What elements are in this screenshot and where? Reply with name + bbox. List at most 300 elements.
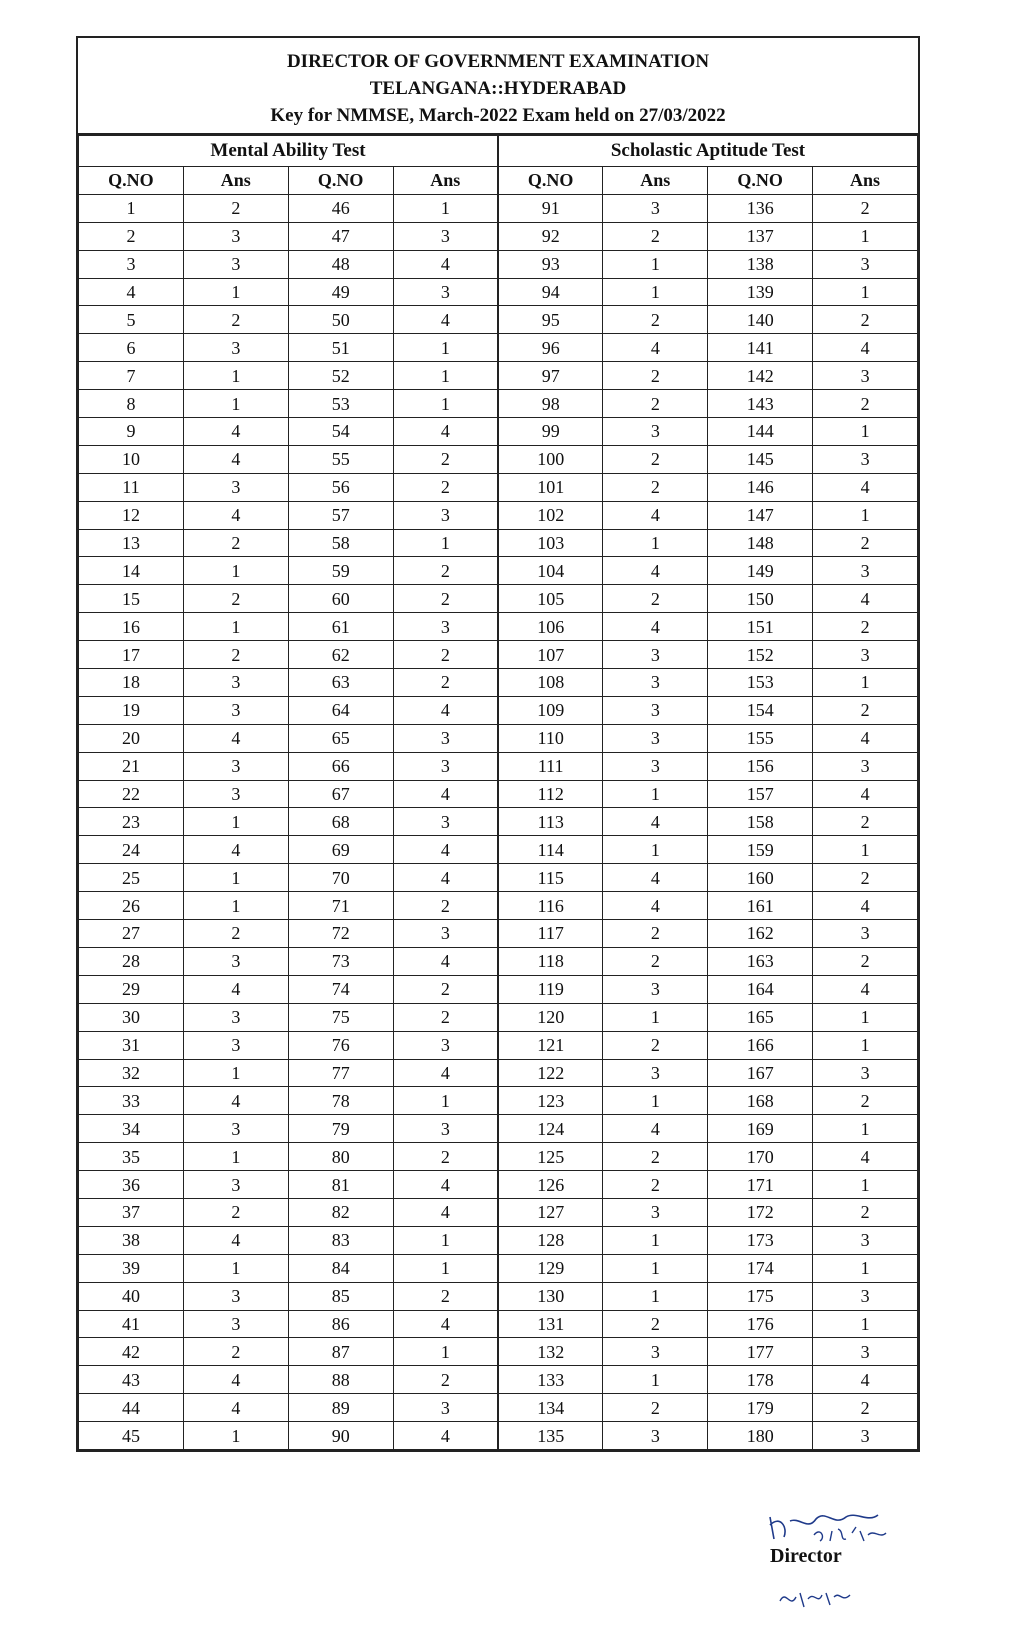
answer-cell: 4: [603, 892, 708, 920]
question-number-cell: 99: [498, 418, 603, 446]
answer-cell: 4: [603, 1115, 708, 1143]
question-number-cell: 157: [708, 780, 813, 808]
col-qno: Q.NO: [498, 167, 603, 195]
answer-cell: 2: [603, 1143, 708, 1171]
question-number-cell: 43: [79, 1366, 184, 1394]
question-number-cell: 177: [708, 1338, 813, 1366]
question-number-cell: 110: [498, 724, 603, 752]
question-number-cell: 72: [288, 920, 393, 948]
table-row: [79, 585, 918, 613]
question-number-cell: 71: [288, 892, 393, 920]
question-number-cell: 3: [79, 250, 184, 278]
answer-cell: 4: [813, 975, 918, 1003]
answer-cell: 1: [813, 418, 918, 446]
answer-cell: 3: [603, 724, 708, 752]
answer-cell: 3: [183, 1031, 288, 1059]
answer-cell: 1: [393, 1254, 498, 1282]
question-number-cell: 52: [288, 362, 393, 390]
answer-cell: 2: [393, 1366, 498, 1394]
question-number-cell: 51: [288, 334, 393, 362]
answer-cell: 1: [813, 1115, 918, 1143]
answer-cell: 1: [603, 1254, 708, 1282]
answer-cell: 2: [603, 222, 708, 250]
answer-cell: 1: [393, 1087, 498, 1115]
question-number-cell: 102: [498, 501, 603, 529]
question-number-cell: 116: [498, 892, 603, 920]
question-number-cell: 74: [288, 975, 393, 1003]
table-row: [79, 501, 918, 529]
question-number-cell: 172: [708, 1198, 813, 1226]
header-line-1: DIRECTOR OF GOVERNMENT EXAMINATION: [286, 51, 710, 72]
answer-cell: 2: [603, 1310, 708, 1338]
question-number-cell: 9: [79, 418, 184, 446]
answer-cell: 1: [183, 613, 288, 641]
answer-cell: 2: [393, 473, 498, 501]
answer-cell: 3: [183, 334, 288, 362]
table-row: [79, 1059, 918, 1087]
question-number-cell: 178: [708, 1366, 813, 1394]
answer-cell: 4: [603, 613, 708, 641]
table-row: [79, 1087, 918, 1115]
question-number-cell: 81: [288, 1171, 393, 1199]
col-qno: Q.NO: [288, 167, 393, 195]
question-number-cell: 36: [79, 1171, 184, 1199]
answer-cell: 1: [183, 278, 288, 306]
question-number-cell: 64: [288, 696, 393, 724]
answer-cell: 2: [393, 445, 498, 473]
answer-cell: 2: [813, 613, 918, 641]
question-number-cell: 40: [79, 1282, 184, 1310]
question-number-cell: 165: [708, 1003, 813, 1031]
answer-cell: 2: [603, 947, 708, 975]
answer-cell: 4: [603, 334, 708, 362]
answer-cell: 1: [603, 1226, 708, 1254]
question-number-cell: 131: [498, 1310, 603, 1338]
question-number-cell: 87: [288, 1338, 393, 1366]
answer-cell: 3: [393, 920, 498, 948]
answer-cell: 2: [393, 892, 498, 920]
answer-cell: 3: [603, 1198, 708, 1226]
table-row: [79, 780, 918, 808]
answer-cell: 4: [813, 1366, 918, 1394]
question-number-cell: 49: [288, 278, 393, 306]
question-number-cell: 141: [708, 334, 813, 362]
question-number-cell: 63: [288, 669, 393, 697]
answer-cell: 4: [393, 696, 498, 724]
question-number-cell: 90: [288, 1422, 393, 1450]
question-number-cell: 149: [708, 557, 813, 585]
table-row: [79, 892, 918, 920]
answer-key-body: [79, 194, 918, 1449]
table-row: [79, 920, 918, 948]
question-number-cell: 180: [708, 1422, 813, 1450]
answer-cell: 2: [393, 585, 498, 613]
question-number-cell: 73: [288, 947, 393, 975]
answer-cell: 2: [813, 194, 918, 222]
question-number-cell: 76: [288, 1031, 393, 1059]
answer-cell: 2: [393, 1282, 498, 1310]
col-ans: Ans: [603, 167, 708, 195]
column-header-row: [79, 167, 918, 195]
answer-cell: 3: [183, 473, 288, 501]
question-number-cell: 140: [708, 306, 813, 334]
answer-cell: 4: [183, 1366, 288, 1394]
answer-key-sheet: [76, 36, 920, 1452]
question-number-cell: 80: [288, 1143, 393, 1171]
question-number-cell: 8: [79, 390, 184, 418]
question-number-cell: 69: [288, 836, 393, 864]
answer-cell: 4: [183, 836, 288, 864]
table-row: [79, 1338, 918, 1366]
question-number-cell: 70: [288, 864, 393, 892]
question-number-cell: 134: [498, 1394, 603, 1422]
answer-cell: 3: [393, 613, 498, 641]
question-number-cell: 15: [79, 585, 184, 613]
answer-cell: 4: [393, 418, 498, 446]
question-number-cell: 159: [708, 836, 813, 864]
answer-cell: 4: [393, 1422, 498, 1450]
answer-cell: 3: [813, 1059, 918, 1087]
answer-cell: 2: [603, 362, 708, 390]
answer-cell: 3: [813, 250, 918, 278]
question-number-cell: 5: [79, 306, 184, 334]
question-number-cell: 124: [498, 1115, 603, 1143]
answer-cell: 3: [183, 669, 288, 697]
answer-cell: 2: [603, 445, 708, 473]
question-number-cell: 145: [708, 445, 813, 473]
question-number-cell: 79: [288, 1115, 393, 1143]
table-row: [79, 1282, 918, 1310]
answer-cell: 4: [813, 473, 918, 501]
col-ans: Ans: [393, 167, 498, 195]
answer-cell: 4: [393, 780, 498, 808]
question-number-cell: 53: [288, 390, 393, 418]
question-number-cell: 12: [79, 501, 184, 529]
question-number-cell: 179: [708, 1394, 813, 1422]
answer-cell: 2: [183, 641, 288, 669]
table-row: [79, 306, 918, 334]
answer-cell: 3: [393, 724, 498, 752]
answer-cell: 1: [603, 780, 708, 808]
answer-cell: 3: [393, 1394, 498, 1422]
answer-cell: 3: [603, 696, 708, 724]
question-number-cell: 96: [498, 334, 603, 362]
table-row: [79, 1394, 918, 1422]
table-row: [79, 278, 918, 306]
question-number-cell: 154: [708, 696, 813, 724]
question-number-cell: 119: [498, 975, 603, 1003]
question-number-cell: 161: [708, 892, 813, 920]
answer-cell: 4: [393, 836, 498, 864]
question-number-cell: 106: [498, 613, 603, 641]
question-number-cell: 120: [498, 1003, 603, 1031]
answer-cell: 1: [183, 390, 288, 418]
answer-cell: 1: [183, 557, 288, 585]
question-number-cell: 75: [288, 1003, 393, 1031]
table-row: [79, 194, 918, 222]
question-number-cell: 35: [79, 1143, 184, 1171]
table-row: [79, 752, 918, 780]
table-row: [79, 418, 918, 446]
answer-cell: 2: [603, 1394, 708, 1422]
answer-cell: 3: [183, 1003, 288, 1031]
question-number-cell: 27: [79, 920, 184, 948]
question-number-cell: 129: [498, 1254, 603, 1282]
answer-cell: 4: [393, 947, 498, 975]
question-number-cell: 153: [708, 669, 813, 697]
question-number-cell: 158: [708, 808, 813, 836]
answer-cell: 2: [813, 1198, 918, 1226]
question-number-cell: 68: [288, 808, 393, 836]
question-number-cell: 101: [498, 473, 603, 501]
question-number-cell: 147: [708, 501, 813, 529]
question-number-cell: 168: [708, 1087, 813, 1115]
answer-cell: 2: [603, 306, 708, 334]
question-number-cell: 167: [708, 1059, 813, 1087]
question-number-cell: 150: [708, 585, 813, 613]
answer-cell: 3: [603, 752, 708, 780]
answer-cell: 2: [813, 696, 918, 724]
table-row: [79, 696, 918, 724]
question-number-cell: 14: [79, 557, 184, 585]
question-number-cell: 139: [708, 278, 813, 306]
question-number-cell: 166: [708, 1031, 813, 1059]
question-number-cell: 42: [79, 1338, 184, 1366]
answer-cell: 3: [183, 1310, 288, 1338]
table-row: [79, 473, 918, 501]
question-number-cell: 57: [288, 501, 393, 529]
question-number-cell: 118: [498, 947, 603, 975]
question-number-cell: 148: [708, 529, 813, 557]
question-number-cell: 94: [498, 278, 603, 306]
answer-cell: 1: [393, 362, 498, 390]
table-row: [79, 836, 918, 864]
table-row: [79, 222, 918, 250]
answer-cell: 4: [813, 334, 918, 362]
answer-cell: 3: [603, 1422, 708, 1450]
question-number-cell: 24: [79, 836, 184, 864]
answer-cell: 4: [603, 557, 708, 585]
question-number-cell: 7: [79, 362, 184, 390]
answer-cell: 1: [603, 1282, 708, 1310]
answer-cell: 4: [603, 808, 708, 836]
table-row: [79, 641, 918, 669]
question-number-cell: 175: [708, 1282, 813, 1310]
answer-cell: 1: [813, 1171, 918, 1199]
question-number-cell: 160: [708, 864, 813, 892]
answer-cell: 1: [393, 1338, 498, 1366]
table-row: [79, 390, 918, 418]
question-number-cell: 20: [79, 724, 184, 752]
answer-cell: 4: [603, 501, 708, 529]
answer-cell: 4: [813, 724, 918, 752]
answer-cell: 2: [393, 1003, 498, 1031]
answer-cell: 1: [813, 278, 918, 306]
answer-cell: 4: [813, 1143, 918, 1171]
header-line-2: TELANGANA::HYDERABAD: [369, 78, 627, 99]
question-number-cell: 86: [288, 1310, 393, 1338]
question-number-cell: 21: [79, 752, 184, 780]
answer-cell: 4: [183, 724, 288, 752]
answer-cell: 3: [393, 278, 498, 306]
question-number-cell: 143: [708, 390, 813, 418]
answer-cell: 3: [183, 696, 288, 724]
table-row: [79, 613, 918, 641]
question-number-cell: 107: [498, 641, 603, 669]
question-number-cell: 26: [79, 892, 184, 920]
question-number-cell: 105: [498, 585, 603, 613]
answer-cell: 3: [183, 1115, 288, 1143]
answer-cell: 3: [603, 641, 708, 669]
question-number-cell: 122: [498, 1059, 603, 1087]
table-row: [79, 724, 918, 752]
answer-cell: 3: [183, 1282, 288, 1310]
question-number-cell: 113: [498, 808, 603, 836]
answer-cell: 3: [813, 920, 918, 948]
question-number-cell: 152: [708, 641, 813, 669]
question-number-cell: 59: [288, 557, 393, 585]
section-mental-ability: Mental Ability Test: [79, 136, 499, 167]
question-number-cell: 23: [79, 808, 184, 836]
answer-cell: 1: [393, 334, 498, 362]
answer-cell: 3: [393, 222, 498, 250]
answer-cell: 2: [813, 864, 918, 892]
col-qno: Q.NO: [79, 167, 184, 195]
answer-cell: 1: [813, 836, 918, 864]
question-number-cell: 85: [288, 1282, 393, 1310]
question-number-cell: 91: [498, 194, 603, 222]
answer-cell: 1: [603, 278, 708, 306]
question-number-cell: 174: [708, 1254, 813, 1282]
answer-cell: 3: [813, 1422, 918, 1450]
answer-cell: 2: [183, 306, 288, 334]
question-number-cell: 29: [79, 975, 184, 1003]
question-number-cell: 32: [79, 1059, 184, 1087]
question-number-cell: 92: [498, 222, 603, 250]
answer-cell: 2: [813, 1394, 918, 1422]
col-ans: Ans: [813, 167, 918, 195]
table-row: [79, 1003, 918, 1031]
table-row: [79, 669, 918, 697]
answer-cell: 2: [183, 194, 288, 222]
table-row: [79, 445, 918, 473]
question-number-cell: 10: [79, 445, 184, 473]
answer-cell: 1: [603, 250, 708, 278]
answer-cell: 4: [183, 975, 288, 1003]
table-row: [79, 864, 918, 892]
answer-cell: 1: [813, 222, 918, 250]
signature-title: Director: [770, 1545, 842, 1567]
answer-cell: 2: [393, 641, 498, 669]
question-number-cell: 47: [288, 222, 393, 250]
table-row: [79, 975, 918, 1003]
answer-cell: 4: [183, 1394, 288, 1422]
answer-cell: 2: [183, 529, 288, 557]
answer-cell: 2: [813, 808, 918, 836]
question-number-cell: 77: [288, 1059, 393, 1087]
question-number-cell: 67: [288, 780, 393, 808]
question-number-cell: 163: [708, 947, 813, 975]
question-number-cell: 54: [288, 418, 393, 446]
answer-cell: 2: [603, 1171, 708, 1199]
answer-cell: 4: [813, 780, 918, 808]
question-number-cell: 61: [288, 613, 393, 641]
question-number-cell: 133: [498, 1366, 603, 1394]
answer-cell: 2: [603, 585, 708, 613]
table-row: [79, 1115, 918, 1143]
question-number-cell: 170: [708, 1143, 813, 1171]
table-row: [79, 529, 918, 557]
question-number-cell: 65: [288, 724, 393, 752]
table-row: [79, 1422, 918, 1450]
section-scholastic-aptitude: Scholastic Aptitude Test: [498, 136, 918, 167]
answer-cell: 3: [603, 418, 708, 446]
table-row: [79, 1143, 918, 1171]
question-number-cell: 31: [79, 1031, 184, 1059]
answer-cell: 4: [183, 501, 288, 529]
answer-cell: 1: [813, 1254, 918, 1282]
question-number-cell: 112: [498, 780, 603, 808]
table-row: [79, 1198, 918, 1226]
question-number-cell: 162: [708, 920, 813, 948]
answer-cell: 3: [393, 1031, 498, 1059]
question-number-cell: 144: [708, 418, 813, 446]
question-number-cell: 121: [498, 1031, 603, 1059]
answer-cell: 1: [183, 1143, 288, 1171]
answer-cell: 3: [393, 808, 498, 836]
answer-cell: 1: [393, 194, 498, 222]
question-number-cell: 1: [79, 194, 184, 222]
table-row: [79, 334, 918, 362]
question-number-cell: 130: [498, 1282, 603, 1310]
table-row: [79, 250, 918, 278]
answer-cell: 4: [393, 1310, 498, 1338]
question-number-cell: 176: [708, 1310, 813, 1338]
question-number-cell: 88: [288, 1366, 393, 1394]
answer-cell: 2: [813, 390, 918, 418]
answer-cell: 3: [183, 780, 288, 808]
question-number-cell: 103: [498, 529, 603, 557]
question-number-cell: 83: [288, 1226, 393, 1254]
question-number-cell: 55: [288, 445, 393, 473]
answer-cell: 3: [813, 445, 918, 473]
answer-cell: 1: [603, 1003, 708, 1031]
question-number-cell: 37: [79, 1198, 184, 1226]
answer-cell: 2: [393, 669, 498, 697]
question-number-cell: 6: [79, 334, 184, 362]
answer-cell: 1: [393, 529, 498, 557]
answer-cell: 4: [393, 1171, 498, 1199]
question-number-cell: 136: [708, 194, 813, 222]
question-number-cell: 50: [288, 306, 393, 334]
answer-cell: 1: [183, 1254, 288, 1282]
answer-cell: 4: [393, 250, 498, 278]
question-number-cell: 46: [288, 194, 393, 222]
answer-cell: 4: [813, 892, 918, 920]
question-number-cell: 108: [498, 669, 603, 697]
answer-cell: 3: [183, 947, 288, 975]
answer-cell: 1: [603, 1366, 708, 1394]
answer-cell: 3: [603, 1059, 708, 1087]
answer-cell: 1: [183, 892, 288, 920]
question-number-cell: 135: [498, 1422, 603, 1450]
question-number-cell: 48: [288, 250, 393, 278]
answer-cell: 2: [603, 473, 708, 501]
question-number-cell: 146: [708, 473, 813, 501]
table-row: [79, 1171, 918, 1199]
answer-cell: 4: [183, 418, 288, 446]
answer-cell: 2: [183, 1198, 288, 1226]
